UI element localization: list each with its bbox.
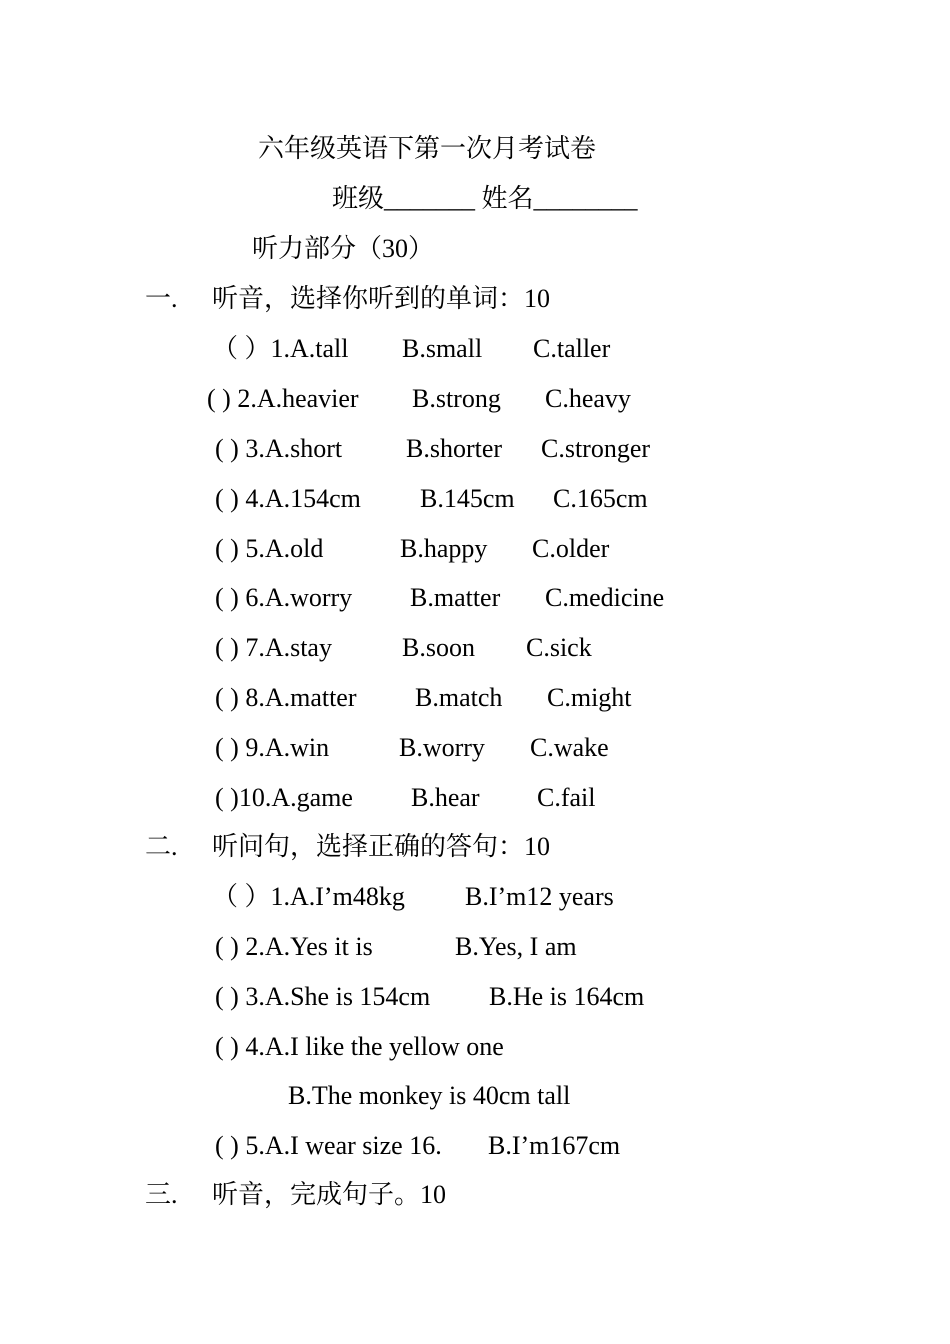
section1-number: 一. xyxy=(145,284,178,313)
section3-number: 三. xyxy=(145,1180,178,1209)
s1-q10-a: ( )10.A.game xyxy=(215,783,353,812)
s1-q8-c: C.might xyxy=(547,683,632,712)
s2-q3-b: B.He is 164cm xyxy=(489,982,645,1011)
s2-q1-b: B.I’m12 years xyxy=(465,882,614,911)
s2-q2-b: B.Yes, I am xyxy=(455,932,577,961)
s1-q7-a: ( ) 7.A.stay xyxy=(215,633,332,662)
section3-instruction: 听音，完成句子。10 xyxy=(212,1180,447,1209)
s1-q4-c: C.165cm xyxy=(553,484,648,513)
s2-q5-a: ( ) 5.A.I wear size 16. xyxy=(215,1131,442,1160)
s2-q4-a: ( ) 4.A.I like the yellow one xyxy=(215,1032,504,1061)
s1-q8-b: B.match xyxy=(415,683,503,712)
s2-q4-b: B.The monkey is 40cm tall xyxy=(288,1081,571,1110)
section1-instruction: 听音，选择你听到的单词：10 xyxy=(212,284,551,313)
s1-q6-b: B.matter xyxy=(410,583,501,612)
s2-q1-a: （ ）1.A.I’m48kg xyxy=(212,882,405,911)
s1-q7-c: C.sick xyxy=(526,633,592,662)
s1-q6-c: C.medicine xyxy=(545,583,665,612)
s1-q1-b: B.small xyxy=(402,334,483,363)
s1-q2-a: ( ) 2.A.heavier xyxy=(207,384,359,413)
s1-q9-a: ( ) 9.A.win xyxy=(215,733,330,762)
s1-q7-b: B.soon xyxy=(402,633,475,662)
s1-q5-c: C.older xyxy=(532,534,610,563)
s2-q2-a: ( ) 2.A.Yes it is xyxy=(215,932,373,961)
section2-instruction: 听问句，选择正确的答句：10 xyxy=(212,832,551,861)
s2-q5-b: B.I’m167cm xyxy=(488,1131,621,1160)
s1-q10-c: C.fail xyxy=(537,783,596,812)
s1-q1-c: C.taller xyxy=(533,334,611,363)
s1-q2-b: B.strong xyxy=(412,384,501,413)
s1-q4-b: B.145cm xyxy=(420,484,515,513)
s1-q2-c: C.heavy xyxy=(545,384,631,413)
exam-title: 六年级英语下第一次月考试卷 xyxy=(258,134,597,163)
s2-q3-a: ( ) 3.A.She is 154cm xyxy=(215,982,431,1011)
s1-q1-a: （ ）1.A.tall xyxy=(212,334,349,363)
s1-q9-b: B.worry xyxy=(399,733,485,762)
s1-q9-c: C.wake xyxy=(530,733,609,762)
s1-q8-a: ( ) 8.A.matter xyxy=(215,683,357,712)
s1-q10-b: B.hear xyxy=(411,783,480,812)
class-name-line: 班级_______ 姓名________ xyxy=(332,184,638,213)
s1-q4-a: ( ) 4.A.154cm xyxy=(215,484,361,513)
s1-q5-a: ( ) 5.A.old xyxy=(215,534,324,563)
section2-number: 二. xyxy=(145,832,178,861)
s1-q5-b: B.happy xyxy=(400,534,488,563)
s1-q6-a: ( ) 6.A.worry xyxy=(215,583,353,612)
s1-q3-c: C.stronger xyxy=(541,434,651,463)
part-title: 听力部分（30） xyxy=(252,234,435,263)
s1-q3-b: B.shorter xyxy=(406,434,503,463)
s1-q3-a: ( ) 3.A.short xyxy=(215,434,343,463)
